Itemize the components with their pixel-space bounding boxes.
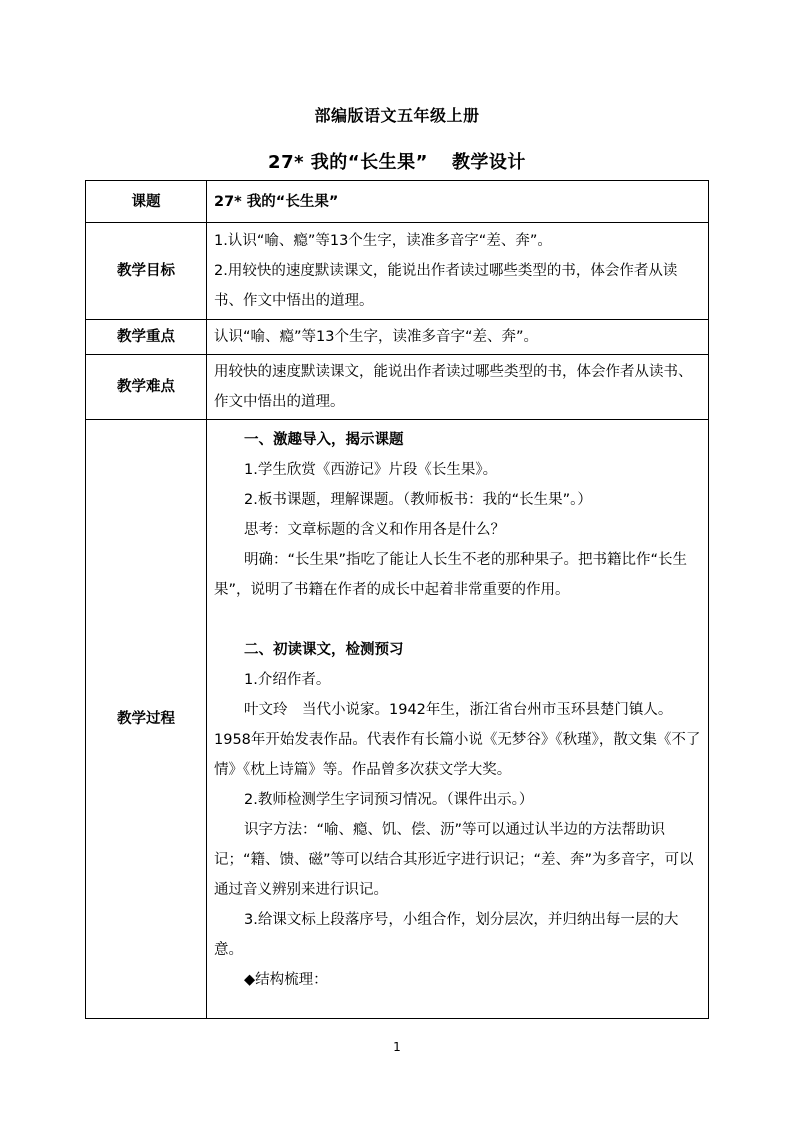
- topic-label: 课题: [86, 181, 207, 223]
- doc-type: 教学设计: [451, 152, 526, 173]
- topic-value: 27* 我的“长生果”: [207, 181, 709, 223]
- goal-item: 1.认识“喻、瘾”等13个生字，读准多音字“差、奔”。: [214, 233, 552, 249]
- key-points-label: 教学重点: [86, 320, 207, 355]
- paragraph: ◆结构梳理：: [244, 972, 328, 988]
- document-title: 部编版语文五年级上册: [314, 106, 480, 125]
- difficulties-value: 用较快的速度默读课文，能说出作者读过哪些类型的书，体会作者从读书、作文中悟出的道理。: [207, 355, 709, 420]
- paragraph: 明确：“长生果”指吃了能让人长生不老的那种果子。把书籍比作“长生果”，说明了书籍在作者的成长中起着非常重要的作用。: [214, 552, 688, 598]
- paragraph: 1.学生欣赏《西游记》片段《长生果》。: [244, 462, 498, 478]
- paragraph: 思考：文章标题的含义和作用各是什么？: [244, 522, 505, 538]
- paragraph: 识字方法：“喻、瘾、饥、偿、沥”等可以通过认半边的方法帮助识记；“籍、馈、磁”等可以结合其形近字进行识记；“差、奔”为多音字，可以通过音义辨别来进行识记。: [214, 822, 694, 898]
- key-points-row: [86, 320, 709, 355]
- page-number: 1: [393, 1040, 401, 1054]
- goal-item: 2.用较快的速度默读课文，能说出作者读过哪些类型的书，体会作者从读书、作文中悟出的道理。: [214, 263, 678, 309]
- process-row: [86, 420, 709, 1019]
- section-heading: 二、初读课文，检测预习: [244, 642, 404, 658]
- lesson-plan-table: [85, 180, 709, 1019]
- paragraph: 1.介绍作者。: [244, 672, 331, 688]
- section-heading: 一、激趣导入，揭示课题: [244, 432, 404, 448]
- goals-label: 教学目标: [86, 223, 207, 320]
- lesson-name: 27* 我的“长生果”: [268, 152, 428, 173]
- process-cell: [207, 420, 709, 1019]
- paragraph: 3.给课文标上段落序号，小组合作，划分层次，并归纳出每一层的大意。: [214, 912, 679, 958]
- goals-row: [86, 223, 709, 320]
- paragraph: 叶文玲 当代小说家。1942年生，浙江省台州市玉环县楚门镇人。1958年开始发表作品。代表作有长篇小说《无梦谷》《秋瑾》，散文集《不了情》《枕上诗篇》等。作品曾多次获文学大奖。: [214, 702, 701, 778]
- lesson-title: [0, 148, 794, 174]
- paragraph: 2.板书课题，理解课题。（教师板书：我的“长生果”。）: [244, 492, 592, 508]
- process-label: 教学过程: [86, 420, 207, 1019]
- paragraph: 2.教师检测学生字词预习情况。（课件出示。）: [244, 792, 534, 808]
- topic-row: [86, 181, 709, 223]
- difficulties-label: 教学难点: [86, 355, 207, 420]
- blank-line: [214, 605, 702, 635]
- goals-cell: [207, 223, 709, 320]
- key-points-value: 认识“喻、瘾”等13个生字，读准多音字“差、奔”。: [207, 320, 709, 355]
- difficulties-row: [86, 355, 709, 420]
